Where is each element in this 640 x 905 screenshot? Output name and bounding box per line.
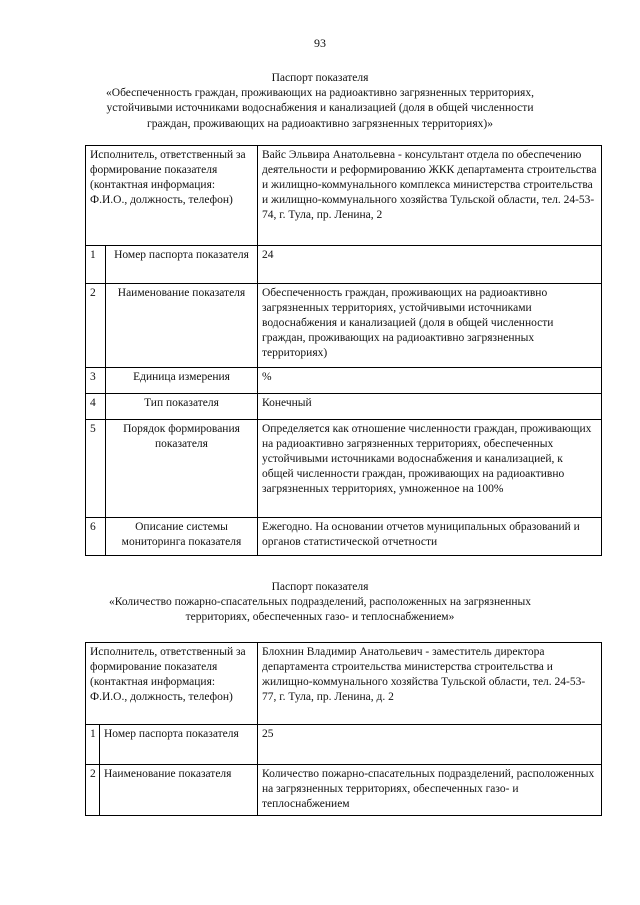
table-row bbox=[86, 146, 602, 246]
passport-1-subtitle-line: граждан, проживающих на радиоактивно загрязненных территориях)» bbox=[147, 117, 493, 130]
row-value: 24 bbox=[258, 246, 602, 284]
passport-1-title bbox=[50, 71, 590, 132]
executor-label: Исполнитель, ответственный за формирование показателя (контактная информация: Ф.И.О., должность, телефон) bbox=[86, 643, 258, 725]
passport-2-heading: Паспорт показателя bbox=[271, 581, 369, 593]
row-number: 3 bbox=[86, 368, 106, 394]
passport-2-title bbox=[50, 580, 590, 626]
row-name: Наименование показателя bbox=[106, 284, 258, 368]
row-value: Конечный bbox=[258, 394, 602, 420]
row-number: 2 bbox=[86, 765, 100, 816]
row-name: Тип показателя bbox=[106, 394, 258, 420]
table-row bbox=[86, 643, 602, 725]
row-number: 6 bbox=[86, 518, 106, 556]
table-row bbox=[86, 518, 602, 556]
table-row bbox=[86, 420, 602, 518]
row-name: Единица измерения bbox=[106, 368, 258, 394]
row-name: Номер паспорта показателя bbox=[100, 725, 258, 765]
row-name: Номер паспорта показателя bbox=[106, 246, 258, 284]
table-row bbox=[86, 246, 602, 284]
row-value: % bbox=[258, 368, 602, 394]
passport-1-subtitle-line: «Обеспеченность граждан, проживающих на радиоактивно загрязненных территориях, bbox=[106, 87, 534, 100]
row-name: Порядок формирования показателя bbox=[106, 420, 258, 518]
passport-1-subtitle-line: устойчивыми источниками водоснабжения и канализацией (доля в общей численности bbox=[106, 102, 534, 115]
row-number: 4 bbox=[86, 394, 106, 420]
row-value: Количество пожарно-спасательных подразделений, расположенных на загрязненных территориях, обеспеченных газо- и теплоснабжением bbox=[258, 765, 602, 816]
row-value: 25 bbox=[258, 725, 602, 765]
row-value: Обеспеченность граждан, проживающих на радиоактивно загрязненных территориях, устойчивыми источниками водоснабжения и канализацией (доля в общей численности граждан, проживающих на радиоактивно загрязненных территориях) bbox=[258, 284, 602, 368]
executor-value: Вайс Эльвира Анатольевна - консультант отдела по обеспечению деятельности и реформированию ЖКК департамента строительства и жилищно-коммунального комплекса министерства строительства и жилищно-коммунального хозяйства Тульской области, тел. 24-53-74, г. Тула, пр. Ленина, 2 bbox=[258, 146, 602, 246]
row-number: 2 bbox=[86, 284, 106, 368]
passport-1-table bbox=[85, 145, 602, 556]
executor-label: Исполнитель, ответственный за формирование показателя (контактная информация: Ф.И.О., должность, телефон) bbox=[86, 146, 258, 246]
executor-value: Блохнин Владимир Анатольевич - заместитель директора департамента строительства министерства строительства и жилищно-коммунального хозяйства Тульской области, тел. 24-53-77, г. Тула, пр. Ленина, д. 2 bbox=[258, 643, 602, 725]
table-row bbox=[86, 765, 602, 816]
table-row bbox=[86, 368, 602, 394]
table-row bbox=[86, 394, 602, 420]
page-number: 93 bbox=[314, 36, 326, 50]
row-name: Наименование показателя bbox=[100, 765, 258, 816]
row-number: 5 bbox=[86, 420, 106, 518]
row-name: Описание системы мониторинга показателя bbox=[106, 518, 258, 556]
passport-2-subtitle-line: территориях, обеспеченных газо- и теплоснабжением» bbox=[185, 611, 455, 624]
row-value: Определяется как отношение численности граждан, проживающих на радиоактивно загрязненных территориях, обеспеченных устойчивыми источниками водоснабжения и канализацией, к общей численности граждан, проживающих на радиоактивно загрязненных территориях, умноженное на 100% bbox=[258, 420, 602, 518]
table-row bbox=[86, 284, 602, 368]
passport-2-subtitle-line: «Количество пожарно-спасательных подразделений, расположенных на загрязненных bbox=[108, 596, 532, 609]
row-number: 1 bbox=[86, 246, 106, 284]
passport-1-heading: Паспорт показателя bbox=[271, 72, 369, 84]
row-number: 1 bbox=[86, 725, 100, 765]
passport-2-table bbox=[85, 642, 602, 816]
row-value: Ежегодно. На основании отчетов муниципальных образований и органов статистической отчетности bbox=[258, 518, 602, 556]
table-row bbox=[86, 725, 602, 765]
